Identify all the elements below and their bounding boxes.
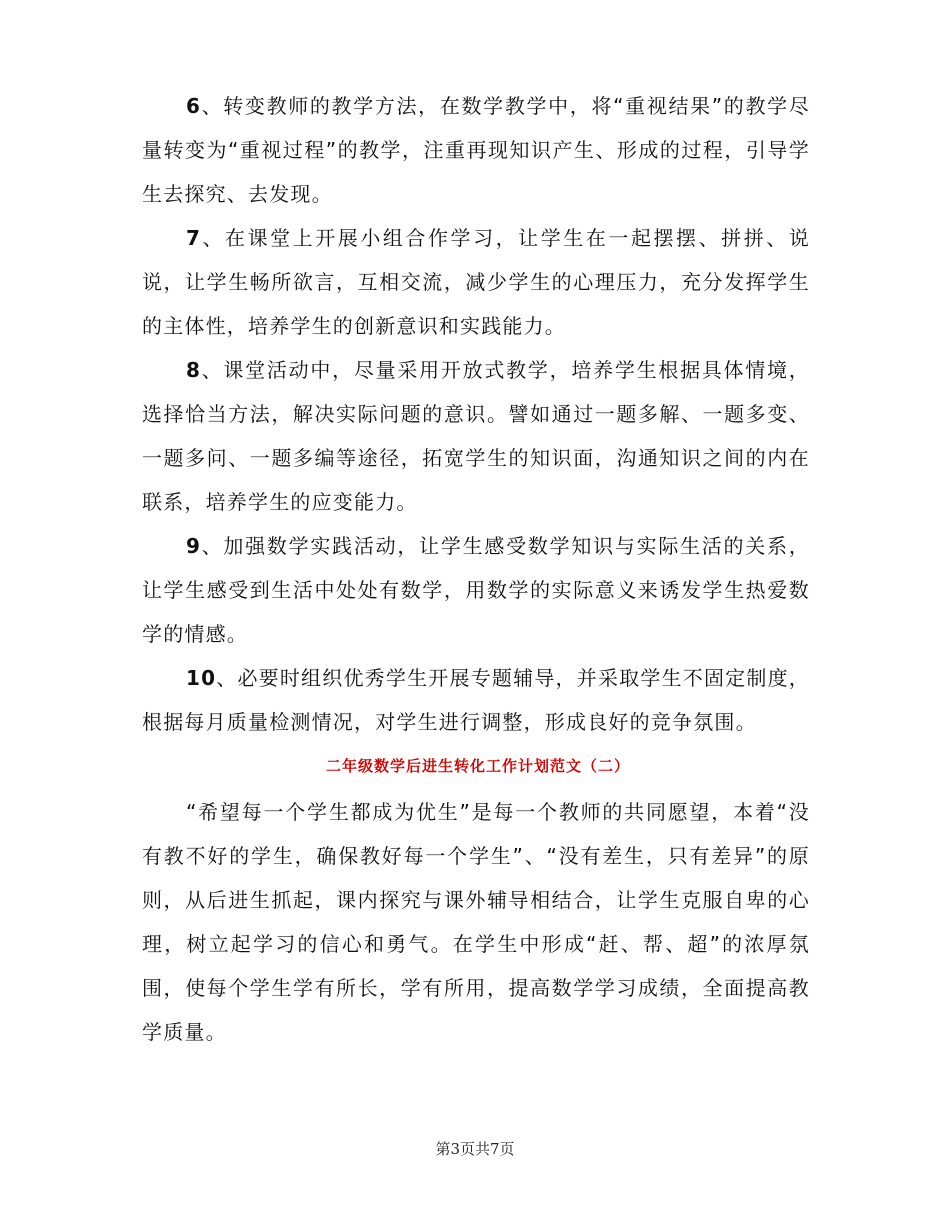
paragraph-number: 10 bbox=[186, 666, 217, 690]
paragraph-text: 、加强数学实践活动，让学生感受数学知识与实际生活的关系，让学生感受到生活中处处有数学，用数学的实际意义来诱发学生热爱数学的情感。 bbox=[142, 534, 810, 646]
section-title: 二年级数学后进生转化工作计划范文（二） bbox=[325, 757, 630, 775]
paragraph-number: 6 bbox=[186, 94, 202, 118]
paragraph-item-8 bbox=[142, 348, 810, 524]
paragraph-item-6 bbox=[142, 84, 810, 216]
paragraph-item-7 bbox=[142, 216, 810, 348]
paragraph-text: 、在课堂上开展小组合作学习，让学生在一起摆摆、拼拼、说说，让学生畅所欲言，互相交流，减少学生的心理压力，充分发挥学生的主体性，培养学生的创新意识和实践能力。 bbox=[142, 226, 810, 338]
paragraph-text: 、必要时组织优秀学生开展专题辅导，并采取学生不固定制度，根据每月质量检测情况，对学生进行调整，形成良好的竞争氛围。 bbox=[142, 666, 810, 734]
document-body bbox=[142, 84, 810, 1054]
paragraph-item-10 bbox=[142, 656, 810, 744]
paragraph-text: 、课堂活动中，尽量采用开放式教学，培养学生根据具体情境，选择恰当方法，解决实际问题的意识。譬如通过一题多解、一题多变、一题多问、一题多编等途径，拓宽学生的知识面，沟通知识之间的内在联系，培养学生的应变能力。 bbox=[142, 358, 810, 514]
paragraph-text: 、转变教师的教学方法，在数学教学中，将“重视结果”的教学尽量转变为“重视过程”的教学，注重再现知识产生、形成的过程，引导学生去探究、去发现。 bbox=[142, 94, 810, 206]
page-number-footer: 第3页共7页 bbox=[435, 1140, 515, 1158]
paragraph-number: 8 bbox=[186, 358, 202, 382]
paragraph-item-9 bbox=[142, 524, 810, 656]
paragraph-number: 7 bbox=[186, 226, 202, 250]
section-paragraph: “希望每一个学生都成为优生”是每一个教师的共同愿望，本着“没有教不好的学生，确保教好每一个学生”、“没有差生，只有差异”的原则，从后进生抓起，课内探究与课外辅导相结合，让学生克服自卑的心理，树立起学习的信心和勇气。在学生中形成“赶、帮、超”的浓厚氛围，使每个学生学有所长，学有所用，提高数学学习成绩，全面提高教学质量。 bbox=[142, 800, 810, 1044]
paragraph-number: 9 bbox=[186, 534, 202, 558]
